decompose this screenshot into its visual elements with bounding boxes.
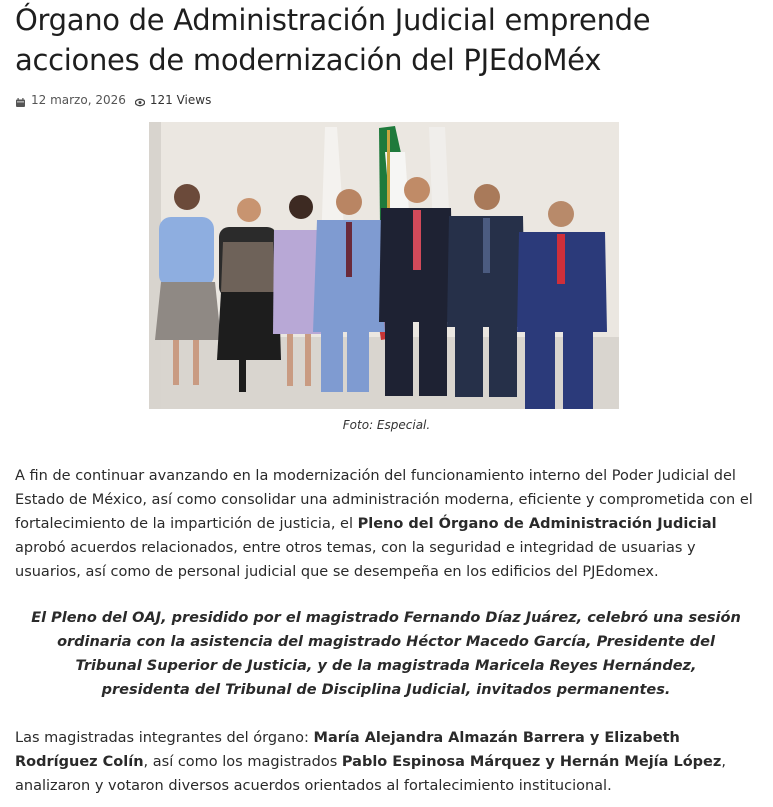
paragraph-text: aprobó acuerdos relacionados, entre otros temas, con la seguridad e integridad de usuarias y usuarios, así como de personal judicial que se desempeña en los edificios del PJEdomex. xyxy=(15,540,696,580)
article-meta xyxy=(16,92,211,108)
paragraph-bold-text: Pleno del Órgano de Administración Judicial xyxy=(357,516,717,532)
paragraph-text: Las magistradas integrantes del órgano: xyxy=(15,730,314,746)
paragraph-text: , así como los magistrados xyxy=(143,754,342,770)
body-paragraph-3 xyxy=(15,726,755,798)
photo-caption: Foto: Especial. xyxy=(342,418,431,432)
article-photo xyxy=(149,122,619,409)
highlight-quote: El Pleno del OAJ, presidido por el magistrado Fernando Díaz Juárez, celebró una sesión ordinaria con la asistencia del magistrado Héctor Macedo García, Presidente del Tribunal Superior de Justicia, y de la magistrada Maricela Reyes Hernández, presidenta del Tribunal de Disciplina Judicial, invitados permanentes. xyxy=(31,610,741,698)
paragraph-bold-text: María Alejandra Almazán Barrera y Elizabeth Rodríguez Colín xyxy=(15,730,680,770)
eye-icon xyxy=(135,96,145,105)
view-count: 121 Views xyxy=(149,93,212,107)
article-title: Órgano de Administración Judicial emprende acciones de modernización del PJEdoMéx xyxy=(15,3,651,77)
calendar-icon xyxy=(16,96,25,105)
publish-date: 12 marzo, 2026 xyxy=(31,93,126,107)
paragraph-text: , analizaron y votaron diversos acuerdos orientados al fortalecimiento institucional. xyxy=(15,754,726,794)
body-paragraph-1 xyxy=(15,464,755,584)
paragraph-bold-text: Pablo Espinosa Márquez y Hernán Mejía López xyxy=(341,754,722,770)
paragraph-text: A fin de continuar avanzando en la modernización del funcionamiento interno del Poder Judicial del Estado de México, así como consolidar una administración moderna, eficiente y comprometida con el fortalecimiento de la impartición de justicia, el xyxy=(15,468,753,532)
